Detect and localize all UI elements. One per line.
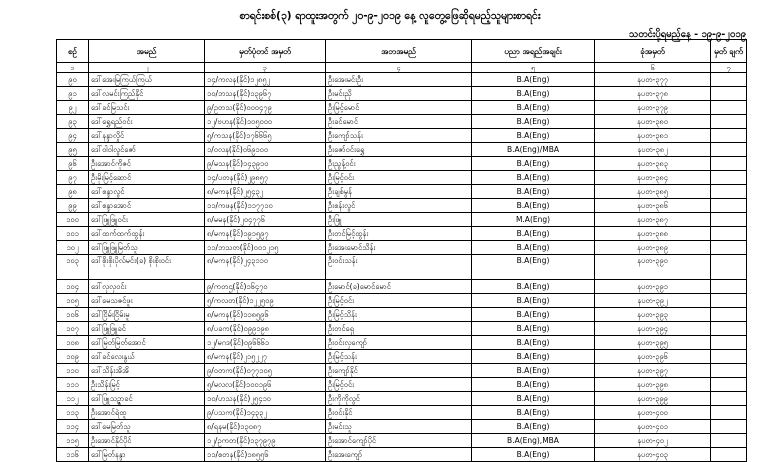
- cell-nrc: ၈/မကန(နိုင်)၂၄၃၁၁၀: [205, 255, 326, 280]
- table-row: [57, 157, 747, 171]
- table-row: [57, 308, 747, 322]
- cell-education: M.A(Eng): [472, 213, 595, 227]
- cell-serial: ၁၁၅: [57, 434, 89, 448]
- cell-seat: နပတ-၃၈၅: [595, 185, 711, 199]
- cell-remarks: [711, 199, 747, 213]
- cell-serial: ၉၂: [57, 101, 89, 115]
- cell-father: ဦးဇော်ဝင်းရွှေ: [326, 143, 472, 157]
- cell-remarks: [711, 378, 747, 392]
- table-row: [57, 213, 747, 227]
- document-title: စာရင်းစစ်(၃) ရာထူးအတွက် ၂၀-၉-၂၀၁၉ နေ့ လူတွေ့ဖြေဆိုရမည့်သူများစာရင်း: [239, 10, 541, 22]
- cell-education: B.A(Eng): [472, 420, 595, 434]
- header-serial: စဉ်: [57, 40, 89, 63]
- cell-serial: ၉၆: [57, 157, 89, 171]
- cell-father: ဦးကျော်နိုင်: [326, 364, 472, 378]
- cell-remarks: [711, 73, 747, 87]
- cell-serial: ၁၁၀: [57, 364, 89, 378]
- cell-education: B.A(Eng): [472, 73, 595, 87]
- cell-serial: ၁၁၃: [57, 406, 89, 420]
- table-row: [57, 448, 747, 462]
- cell-nrc: ၁/ဝလန(နိုင်)၀၆၉၁၀၀: [205, 143, 326, 157]
- cell-seat: နပတ-၃၉၉: [595, 392, 711, 406]
- cell-name: ဒေါ်လှလှဝင်း: [89, 280, 205, 294]
- cell-seat: နပတ-၄၀၂: [595, 434, 711, 448]
- cell-serial: ၉၉: [57, 199, 89, 213]
- table-row: [57, 199, 747, 213]
- cell-father: ဦးမြင့်မောင်: [326, 101, 472, 115]
- report-date: သတင်းပို့ရမည့်နေ့ - ၁၉-၉-၂၀၁၉: [629, 29, 746, 40]
- table-row: [57, 364, 747, 378]
- table-row: [57, 241, 747, 255]
- cell-seat: နပတ-၄၀၁: [595, 420, 711, 434]
- cell-remarks: [711, 294, 747, 308]
- cell-serial: ၁၀၇: [57, 322, 89, 336]
- cell-nrc: ၅/ကသန(နိုင်)၁၇၆၆၆၅: [205, 129, 326, 143]
- cell-father: ဦးကျော်သန်း: [326, 129, 472, 143]
- cell-father: ဦးမင်းညို: [326, 87, 472, 101]
- cell-father: ဦးမြင့်သန်း: [326, 350, 472, 364]
- header-row: [57, 40, 747, 63]
- cell-seat: နပတ-၃၉၁: [595, 280, 711, 294]
- cell-nrc: ၁၂/ဗဟန(နိုင်)၁၀၅၀၀၀: [205, 115, 326, 129]
- cell-name: ဒေါ်မြတ်မြတ်အောင်: [89, 336, 205, 350]
- cell-name: ဒေါ်ဖြူဖြူဝင်း: [89, 213, 205, 227]
- cell-father: ဦးဝင်းသန်း: [326, 255, 472, 280]
- cell-nrc: ၁၁/ကဖန(နိုင်)၁၁၇၇၁၀: [205, 199, 326, 213]
- cell-remarks: [711, 185, 747, 199]
- table-row: [57, 143, 747, 157]
- cell-nrc: ၈/မမန(နိုင်)၂၀၄၇၇၆: [205, 213, 326, 227]
- table-row: [57, 87, 747, 101]
- cell-name: ဦးအောင်ကိုဇင်: [89, 157, 205, 171]
- cell-remarks: [711, 364, 747, 378]
- cell-father: ဦးတင်မြင့်ထွန်း: [326, 227, 472, 241]
- table-row: [57, 171, 747, 185]
- cell-seat: နပတ-၃၈၈: [595, 227, 711, 241]
- cell-father: ဦးအေးကျော်: [326, 448, 472, 462]
- cell-seat: နပတ-၃၉၃: [595, 308, 711, 322]
- cell-serial: ၉၀: [57, 73, 89, 87]
- cell-name: ဒေါ်ငြိမ်းငြိမ်းမူ: [89, 308, 205, 322]
- cell-serial: ၉၈: [57, 185, 89, 199]
- cell-name: ဒေါ်စန္ဒာအောင်: [89, 199, 205, 213]
- cell-education: B.A(Eng): [472, 87, 595, 101]
- cell-remarks: [711, 350, 747, 364]
- cell-name: ဒေါ်စန္ဒာလွင်: [89, 185, 205, 199]
- cell-serial: ၁၀၀: [57, 213, 89, 227]
- cell-name: ဒေါ်ရွှေရည်ဝင်း: [89, 115, 205, 129]
- cell-name: ဦးမိုးမြင့်ဆောင်: [89, 171, 205, 185]
- cell-serial: ၁၀၂: [57, 241, 89, 255]
- table-row: [57, 350, 747, 364]
- cell-father: ဦးခင်မောင်: [326, 115, 472, 129]
- cell-education: B.A(Eng)/MBA: [472, 143, 595, 157]
- cell-remarks: [711, 241, 747, 255]
- table-row: [57, 255, 747, 280]
- cell-nrc: ၈/ပခက(နိုင်)၀၉၉၁၉၈: [205, 322, 326, 336]
- cell-education: B.A(Eng): [472, 199, 595, 213]
- cell-father: ဦးဝင်းနိုင်: [326, 406, 472, 420]
- cell-education: B.A(Eng): [472, 364, 595, 378]
- table-row: [57, 420, 747, 434]
- cell-remarks: [711, 336, 747, 350]
- cell-nrc: ၁၄/ကလန(နိုင်)၁၂၈၅၂: [205, 73, 326, 87]
- cell-education: B.A(Eng): [472, 350, 595, 364]
- cell-nrc: ၅/ကလတ(နိုင်)၁၂၂၅၀၉: [205, 294, 326, 308]
- cell-father: ဦးမြင့်ဝင်း: [326, 171, 472, 185]
- table-row: [57, 434, 747, 448]
- cell-father: ဦးညွန့်ဝင်း: [326, 157, 472, 171]
- cell-serial: ၁၀၁: [57, 227, 89, 241]
- cell-remarks: [711, 434, 747, 448]
- cell-name: ဒေါ်ဝါဝါလွင်ဇော်: [89, 143, 205, 157]
- cell-nrc: ၁၂/မဂဒ(နိုင်)၀၉၆၆၆၁: [205, 336, 326, 350]
- cell-nrc: ၁၀/ဟသန(နိုင်)၂၅၄၁၀: [205, 392, 326, 406]
- cell-seat: နပတ-၃၈၇: [595, 213, 711, 227]
- cell-remarks: [711, 87, 747, 101]
- cell-remarks: [711, 115, 747, 129]
- cell-education: B.A(Eng): [472, 129, 595, 143]
- cell-serial: ၁၀၅: [57, 294, 89, 308]
- index-cell: ၄: [326, 63, 472, 73]
- index-cell: ၃: [205, 63, 326, 73]
- cell-name: ဒေါ်သိန်းအိအိ: [89, 364, 205, 378]
- cell-remarks: [711, 213, 747, 227]
- cell-remarks: [711, 322, 747, 336]
- cell-nrc: ၈/မကန(နိုင်)၂၅၄၃၂: [205, 185, 326, 199]
- cell-serial: ၁၀၆: [57, 308, 89, 322]
- cell-father: ဦးမြင့်သိန်း: [326, 308, 472, 322]
- cell-father: ဦးအေးမင်းဦး: [326, 73, 472, 87]
- index-cell: ၂: [89, 63, 205, 73]
- cell-serial: ၁၁၆: [57, 448, 89, 462]
- cell-education: B.A(Eng): [472, 171, 595, 185]
- cell-father: ဦးမြင့်ဝင်း: [326, 294, 472, 308]
- cell-education: B.A(Eng): [472, 336, 595, 350]
- cell-name: ဒေါ်ဖြူသဉ္ဇာခင်: [89, 392, 205, 406]
- cell-serial: ၉၁: [57, 87, 89, 101]
- table-row: [57, 73, 747, 87]
- cell-father: ဦးကိုကိုလွင်: [326, 392, 472, 406]
- cell-serial: ၉၅: [57, 143, 89, 157]
- cell-seat: နပတ-၃၉၆: [595, 350, 711, 364]
- cell-seat: နပတ-၃၇၇: [595, 73, 711, 87]
- cell-serial: ၁၁၄: [57, 420, 89, 434]
- cell-education: B.A(Eng): [472, 322, 595, 336]
- cell-nrc: ၈/မကန(နိုင်)၁၁၈၅၉၆: [205, 308, 326, 322]
- cell-seat: နပတ-၃၈၆: [595, 199, 711, 213]
- cell-name: ဒေါ်အေးမြကြယ်ကြယ်: [89, 73, 205, 87]
- cell-serial: ၉၇: [57, 171, 89, 185]
- cell-seat: နပတ-၃၈၀: [595, 115, 711, 129]
- cell-seat: နပတ-၃၈၉: [595, 241, 711, 255]
- cell-education: B.A(Eng): [472, 392, 595, 406]
- cell-education: B.A(Eng): [472, 448, 595, 462]
- cell-nrc: ၉/ပသက(နိုင်)၁၄၃၃၂: [205, 406, 326, 420]
- cell-education: B.A(Eng): [472, 157, 595, 171]
- cell-nrc: ၁၂/ဥကတ(နိုင်)၁၃၇၉၇၉: [205, 434, 326, 448]
- cell-remarks: [711, 406, 747, 420]
- table-row: [57, 378, 747, 392]
- cell-education: B.A(Eng): [472, 185, 595, 199]
- table-row: [57, 392, 747, 406]
- cell-serial: ၁၀၃: [57, 255, 89, 280]
- index-cell: ၅: [472, 63, 595, 73]
- cell-father: ဦးမောင်(ခ)မောင်မောင်: [326, 280, 472, 294]
- cell-father: ဦးမင်းသူ: [326, 420, 472, 434]
- table-row: [57, 322, 747, 336]
- candidate-table: [56, 39, 747, 462]
- cell-serial: ၁၀၉: [57, 350, 89, 364]
- cell-serial: ၉၃: [57, 115, 89, 129]
- cell-seat: နပတ-၃၉၅: [595, 336, 711, 350]
- cell-remarks: [711, 420, 747, 434]
- cell-seat: နပတ-၃၇၉: [595, 101, 711, 115]
- cell-name: ဒေါ်ဖြူဖြူခင်: [89, 322, 205, 336]
- cell-remarks: [711, 280, 747, 294]
- cell-father: ဦးဝင်းလှကျော်: [326, 336, 472, 350]
- cell-nrc: ၁၀/ဘသန(နိုင်)၁၃၉၆၇: [205, 87, 326, 101]
- cell-father: ဦးတင်ရှေ: [326, 322, 472, 336]
- table-row: [57, 280, 747, 294]
- index-row: [57, 63, 747, 73]
- cell-seat: နပတ-၃၈၃: [595, 157, 711, 171]
- cell-father: ဦးဖြူ: [326, 213, 472, 227]
- cell-nrc: ၈/မကန(နိုင်)၂၁၅၂၂၇: [205, 350, 326, 364]
- cell-education: B.A(Eng): [472, 255, 595, 280]
- cell-education: B.A(Eng): [472, 280, 595, 294]
- cell-father: ဦးအောင်ကျော်ပိုင်: [326, 434, 472, 448]
- cell-father: ဦးမြင့်ဝင်း: [326, 378, 472, 392]
- cell-name: ဒေါ်ခင်လေးနွယ်: [89, 350, 205, 364]
- cell-seat: နပတ-၃၉၀: [595, 255, 711, 280]
- cell-name: ဦးအောင်ရဲထူ: [89, 406, 205, 420]
- header-name: အမည်: [89, 40, 205, 63]
- cell-seat: နပတ-၃၇၈: [595, 87, 711, 101]
- cell-name: ဒေါ်ခင်မြသင်း: [89, 101, 205, 115]
- table-row: [57, 101, 747, 115]
- cell-education: B.A(Eng): [472, 101, 595, 115]
- cell-seat: နပတ-၃၈၄: [595, 171, 711, 185]
- header-nrc: မှတ်ပုံတင် အမှတ်: [205, 40, 326, 63]
- cell-remarks: [711, 308, 747, 322]
- cell-nrc: ၁၁/ဘသတ(နိုင်)၀၀၁၂၁၅: [205, 241, 326, 255]
- cell-remarks: [711, 227, 747, 241]
- cell-education: B.A(Eng): [472, 241, 595, 255]
- cell-seat: နပတ-၃၉၇: [595, 364, 711, 378]
- index-cell: ၆: [595, 63, 711, 73]
- cell-education: B.A(Eng): [472, 406, 595, 420]
- cell-seat: နပတ-၃၉၂: [595, 294, 711, 308]
- cell-seat: နပတ-၃၈၂: [595, 143, 711, 157]
- cell-nrc: ၉/ကတဌ(နိုင်)၁၆၄၇၀: [205, 280, 326, 294]
- cell-serial: ၁၀၄: [57, 280, 89, 294]
- cell-father: ဦးချစ်မွန်: [326, 185, 472, 199]
- cell-seat: နပတ-၄၀၀: [595, 406, 711, 420]
- table-row: [57, 336, 747, 350]
- cell-name: ဦးသိန်းမြင့်: [89, 378, 205, 392]
- cell-seat: နပတ-၃၈၁: [595, 129, 711, 143]
- cell-name: ဒေါ်လမင်းကြည်နိုင်: [89, 87, 205, 101]
- cell-father: ဦးအေးမောင်သိန်း: [326, 241, 472, 255]
- header-father: အဘအမည်: [326, 40, 472, 63]
- cell-name: ဒေါ်မေသဇင်ဖူး: [89, 294, 205, 308]
- cell-name: ဒေါ်ထက်ထက်ထွန်း: [89, 227, 205, 241]
- cell-nrc: ၁၄/ပတန(နိုင်)၂၉၈၅၇: [205, 171, 326, 185]
- cell-remarks: [711, 129, 747, 143]
- header-seat: ခုံအမှတ်: [595, 40, 711, 63]
- header-remarks: မှတ် ချက်: [711, 40, 747, 63]
- cell-serial: ၁၁၂: [57, 392, 89, 406]
- cell-seat: နပတ-၃၉၈: [595, 378, 711, 392]
- cell-name: ဒေါ်မြတ်နန္ဒာ: [89, 448, 205, 462]
- cell-name: ဒေါ်နန္ဒာလှိုင်: [89, 129, 205, 143]
- cell-remarks: [711, 448, 747, 462]
- cell-remarks: [711, 157, 747, 171]
- index-cell: ၇: [711, 63, 747, 73]
- cell-education: B.A(Eng): [472, 308, 595, 322]
- table-row: [57, 227, 747, 241]
- table-body: [57, 73, 747, 462]
- cell-name: ဒေါ်စိုးစိုးပိုလ်မင်း(ခ) စိုးစိုးဝင်း: [89, 255, 205, 280]
- cell-serial: ၁၀၈: [57, 336, 89, 350]
- table-row: [57, 129, 747, 143]
- cell-education: B.A(Eng): [472, 227, 595, 241]
- cell-remarks: [711, 101, 747, 115]
- cell-remarks: [711, 143, 747, 157]
- cell-nrc: ၅/မလလ(နိုင်)၁၀၀၁၉၆: [205, 378, 326, 392]
- table-row: [57, 185, 747, 199]
- cell-nrc: ၈/ရနမ(နိုင်)၁၃၀၈၇: [205, 420, 326, 434]
- cell-nrc: ၉/ဥတသ(နိုင်)၀၀၀၄၇၉: [205, 101, 326, 115]
- table-row: [57, 406, 747, 420]
- cell-remarks: [711, 171, 747, 185]
- cell-nrc: ၉/ဝတက(နိုင်)၀၇၇၁၀၅: [205, 364, 326, 378]
- cell-serial: ၉၄: [57, 129, 89, 143]
- header-education: ပညာ အရည်အချင်း: [472, 40, 595, 63]
- cell-nrc: ၉/မသန(နိုင်)၁၄၃၉၁၀: [205, 157, 326, 171]
- cell-seat: နပတ-၃၉၄: [595, 322, 711, 336]
- table-row: [57, 294, 747, 308]
- cell-remarks: [711, 392, 747, 406]
- cell-education: B.A(Eng): [472, 294, 595, 308]
- index-cell: ၁: [57, 63, 89, 73]
- cell-name: ဦးအောင်နိုင်ပိုင်: [89, 434, 205, 448]
- cell-remarks: [711, 255, 747, 280]
- table-row: [57, 115, 747, 129]
- cell-seat: နပတ-၄၀၃: [595, 448, 711, 462]
- cell-name: ဒေါ်မေမြတ်သူ: [89, 420, 205, 434]
- cell-nrc: ၁၁/စတန(နိုင်)၁၈၅၅၆: [205, 448, 326, 462]
- cell-father: ဦးစန်းလွင်: [326, 199, 472, 213]
- cell-education: B.A(Eng): [472, 115, 595, 129]
- cell-education: B.A(Eng): [472, 378, 595, 392]
- cell-name: ဒေါ်ဖြူဖြူမြတ်သူ: [89, 241, 205, 255]
- cell-serial: ၁၁၁: [57, 378, 89, 392]
- cell-nrc: ၈/မကန(နိုင်)၁၉၁၅၉၇: [205, 227, 326, 241]
- cell-education: B.A(Eng),MBA: [472, 434, 595, 448]
